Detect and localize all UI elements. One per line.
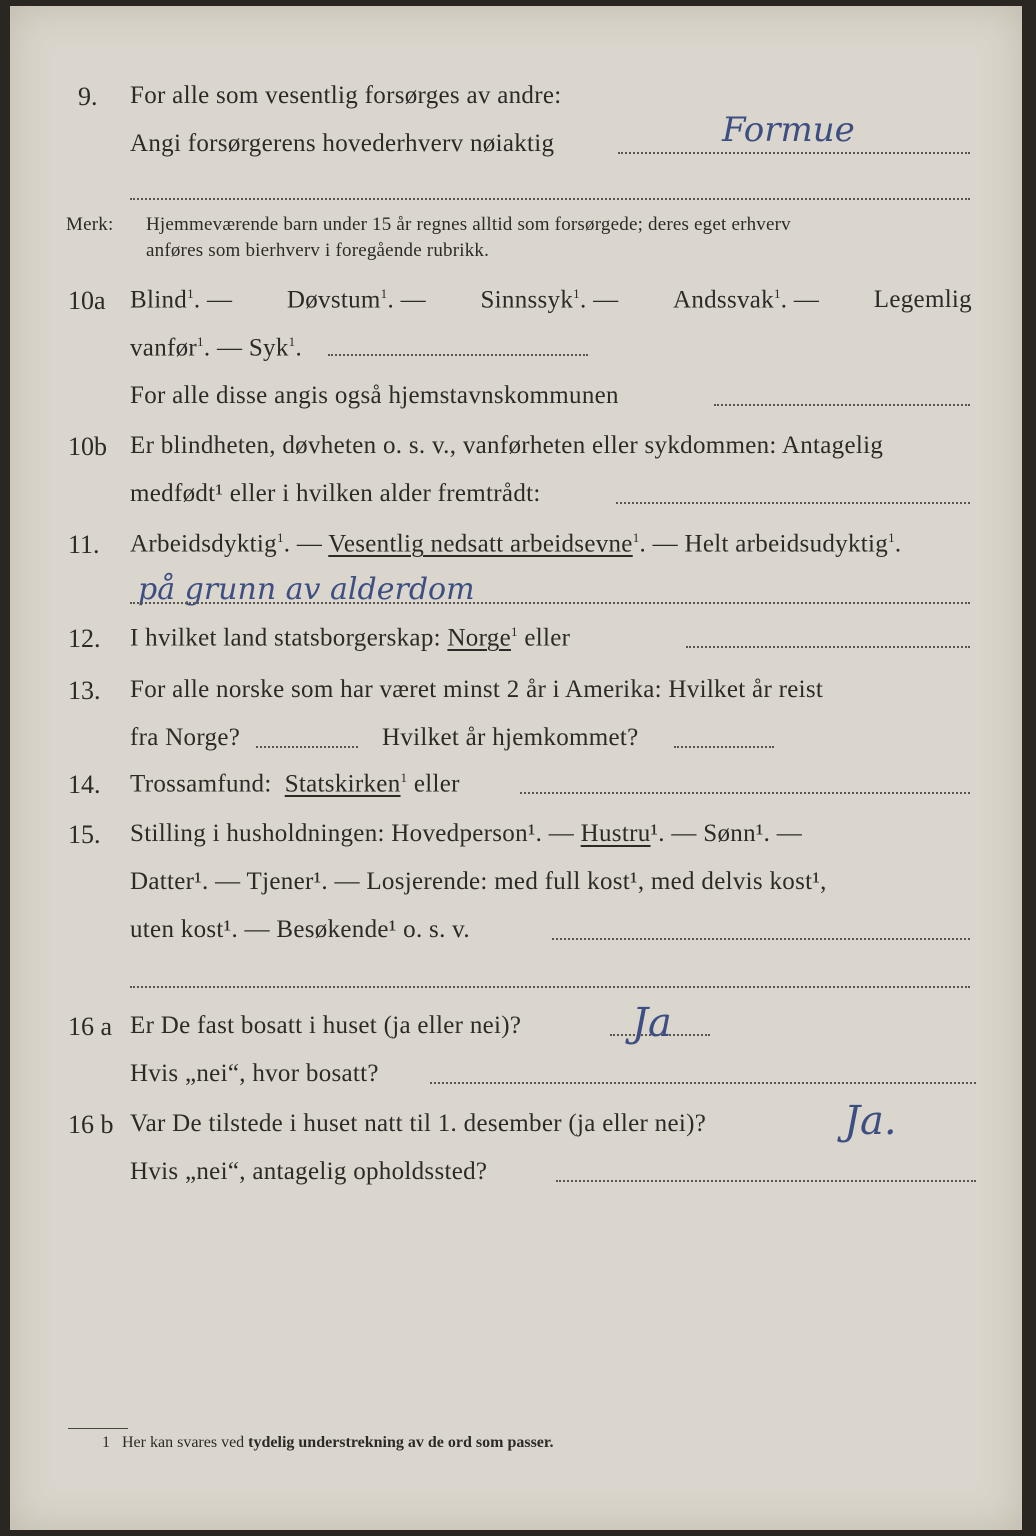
q14-dotted-line [520,792,970,794]
q16b-number: 16 b [68,1110,114,1139]
q10a-number: 10a [68,286,106,315]
q9-dotted-line [618,152,970,154]
q10b-line1: Er blindheten, døvheten o. s. v., vanførheten eller sykdommen: Antagelig [130,432,884,459]
q9-answer: Formue [722,110,855,150]
q11-number: 11. [68,530,100,559]
q9-line2: Angi forsørgerens hovederhverv nøiaktig [130,130,555,157]
q10a-options-row [130,286,972,314]
q15-dotted-line [552,938,970,940]
q13-dotted-line-a [256,746,358,748]
opt-dovstum: Døvstum$^1$. — [286,286,426,314]
q16a-number: 16 a [68,1012,113,1041]
q14-number: 14. [68,770,101,799]
merk-line1: Hjemmeværende barn under 15 år regnes alltid som forsørgede; deres eget erhverv [146,214,791,235]
q13-line1: For alle norske som har været minst 2 år i Amerika: Hvilket år reist [130,676,824,703]
q10a-dotted-line-2 [714,404,970,406]
q16b-line2: Hvis „nei“, antagelig opholdssted? [130,1158,488,1185]
footnote: 1 Her kan svares ved tydelig understrekning av de ord som passer. [102,1434,554,1451]
q12-line: I hvilket land statsborgerskap: Norge$^1$ eller [130,624,571,652]
q15-line2: Datter¹. — Tjener¹. — Losjerende: med full kost¹, med delvis kost¹, [130,868,827,895]
q9-dotted-line-2 [130,198,970,200]
q9-line1: For alle som vesentlig forsørges av andre: [130,82,562,109]
q13-number: 13. [68,676,101,705]
q15-dotted-line-2 [130,986,970,988]
q16b-answer: Ja. [844,1098,897,1144]
q16b-line1: Var De tilstede i huset natt til 1. desember (ja eller nei)? [130,1110,707,1137]
census-form-page [10,6,1022,1530]
merk-label: Merk: [66,214,114,235]
opt-legemlig: Legemlig [873,286,972,313]
q9-number: 9. [78,82,98,111]
q10b-line2: medfødt¹ eller i hvilken alder fremtrådt: [130,480,541,507]
footnote-rule [68,1428,128,1429]
q15-number: 15. [68,820,101,849]
q10a-row2: vanfør$^1$. — Syk$^1$. [130,334,302,362]
q10b-number: 10b [68,432,107,461]
q13-dotted-line-b [674,746,774,748]
opt-sinnssyk: Sinnssyk$^1$. — [480,286,619,314]
q13-line2a: fra Norge? [130,724,241,751]
q12-number: 12. [68,624,101,653]
q13-line2b: Hvilket år hjemkommet? [382,724,639,751]
q16a-line1: Er De fast bosatt i huset (ja eller nei)? [130,1012,522,1039]
q15-line3: uten kost¹. — Besøkende¹ o. s. v. [130,916,470,943]
opt-andssvak: Andssvak$^1$. — [672,286,820,314]
q16a-line2: Hvis „nei“, hvor bosatt? [130,1060,379,1087]
q16b-dotted-line [556,1180,976,1182]
q12-dotted-line [686,646,970,648]
q14-line: Trossamfund: Statskirken$^1$ eller [130,770,460,798]
q16a-dotted-line-2 [430,1082,976,1084]
q11-dotted-line [130,602,970,604]
q11-answer: på grunn av alderdom [138,572,475,607]
q10b-dotted-line [616,502,970,504]
q15-line1: Stilling i husholdningen: Hovedperson¹. — Hustru¹. — Sønn¹. — [130,820,803,847]
merk-line2: anføres som bierhverv i foregående rubrikk. [146,240,490,261]
q10a-line3: For alle disse angis også hjemstavnskommunen [130,382,619,409]
q16a-answer: Ja [632,1000,672,1046]
opt-blind: Blind$^1$. — [130,286,233,314]
q11-options: Arbeidsdyktig$^1$. — Vesentlig nedsatt arbeidsevne$^1$. — Helt arbeidsudyktig$^1$. [130,530,902,558]
q10a-dotted-line [328,354,588,356]
